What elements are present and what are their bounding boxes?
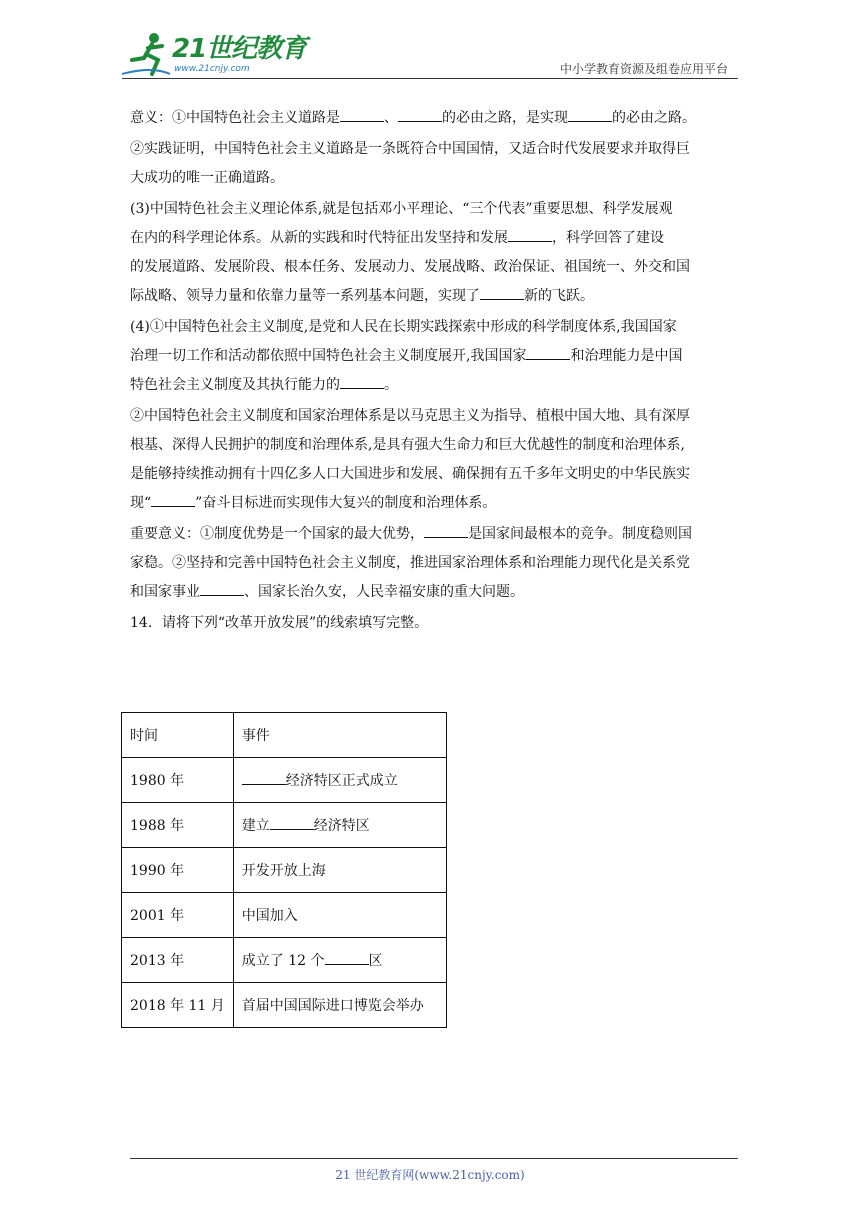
fill-blank[interactable] [340, 374, 384, 389]
table-row: 1988 年 建立 经济特区 [122, 803, 447, 848]
fill-blank[interactable] [340, 107, 384, 122]
document-body [130, 104, 740, 640]
fill-blank[interactable] [200, 581, 244, 596]
fill-blank[interactable] [242, 770, 286, 785]
paragraph-theory-system: (3)中国特色社会主义理论体系,就是包括邓小平理论、“三个代表”重要思想、科学发展观 在内的科学理论体系。从新的实践和时代特征出发坚持和发展 ，科学回答了建设 的发展道路、发展阶段、根本任务、发展动力、发展战略、政治保证、祖国统一、外交和国 际战略、领导力量和依靠力量等一系列基本问题，实现了 新的飞跃。 [130, 201, 690, 304]
fill-blank[interactable] [568, 107, 612, 122]
header-platform-text: 中小学教育资源及组卷应用平台 [559, 62, 728, 76]
header-divider [122, 78, 738, 79]
question-14: 14．请将下列“改革开放发展”的线索填写完整。 [130, 615, 429, 631]
paragraph-significance: 意义：①中国特色社会主义道路是 、 的必由之路，是实现 的必由之路。 [130, 104, 740, 133]
paragraph-system: (4)①中国特色社会主义制度,是党和人民在长期实践探索中形成的科学制度体系,我国国家 治理一切工作和活动都依照中国特色社会主义制度展开,我国国家 和治理能力是中国 特色社会主义制度及其执行能力的 。 [130, 319, 683, 393]
paragraph-importance: 重要意义：①制度优势是一个国家的最大优势， 是国家间最根本的竞争。制度稳则国 家稳。②坚持和完善中国特色社会主义制度，推进国家治理体系和治理能力现代化是关系党 和国家事业 、国家长治久安，人民幸福安康的重大问题。 [130, 520, 740, 607]
table-row: 1990 年 开发开放上海 [122, 848, 447, 893]
paragraph-practice: ②实践证明，中国特色社会主义道路是一条既符合中国国情，又适合时代发展要求并取得巨 大成功的唯一正确道路。 [130, 141, 690, 186]
header-event: 事件 [233, 713, 446, 758]
header-time: 时间 [122, 713, 234, 758]
fill-blank[interactable] [480, 285, 524, 300]
table-row: 2013 年 成立了 12 个 区 [122, 938, 447, 983]
table-row: 2018 年 11 月 首届中国国际进口博览会举办 [122, 983, 447, 1028]
fill-blank[interactable] [424, 523, 468, 538]
table-header-row [122, 713, 447, 758]
fill-blank[interactable] [325, 950, 369, 965]
logo-text: 21世纪教育 [172, 34, 307, 64]
fill-blank[interactable] [508, 227, 552, 242]
fill-blank[interactable] [270, 815, 314, 830]
fill-blank[interactable] [151, 492, 195, 507]
fill-blank[interactable] [398, 107, 442, 122]
table-row: 2001 年 中国加入 [122, 893, 447, 938]
page-header [0, 0, 860, 84]
logo-url: www.21cnjy.com [174, 64, 250, 74]
fill-blank[interactable] [526, 345, 570, 360]
reform-timeline-table [121, 712, 447, 1028]
table-row: 1980 年 经济特区正式成立 [122, 758, 447, 803]
footer-text: 21 世纪教育网(www.21cnjy.com) [335, 1168, 525, 1182]
paragraph-governance: ②中国特色社会主义制度和国家治理体系是以马克思主义为指导、植根中国大地、具有深厚 根基、深得人民拥护的制度和治理体系,是具有强大生命力和巨大优越性的制度和治理体系, 是能够持续推动拥有十四亿多人口大国进步和发展、确保拥有五千多年文明史的中华民族实 现“ ”奋斗目标进而实现伟大复兴的制度和治理体系。 [130, 408, 690, 511]
footer-divider [130, 1158, 738, 1159]
